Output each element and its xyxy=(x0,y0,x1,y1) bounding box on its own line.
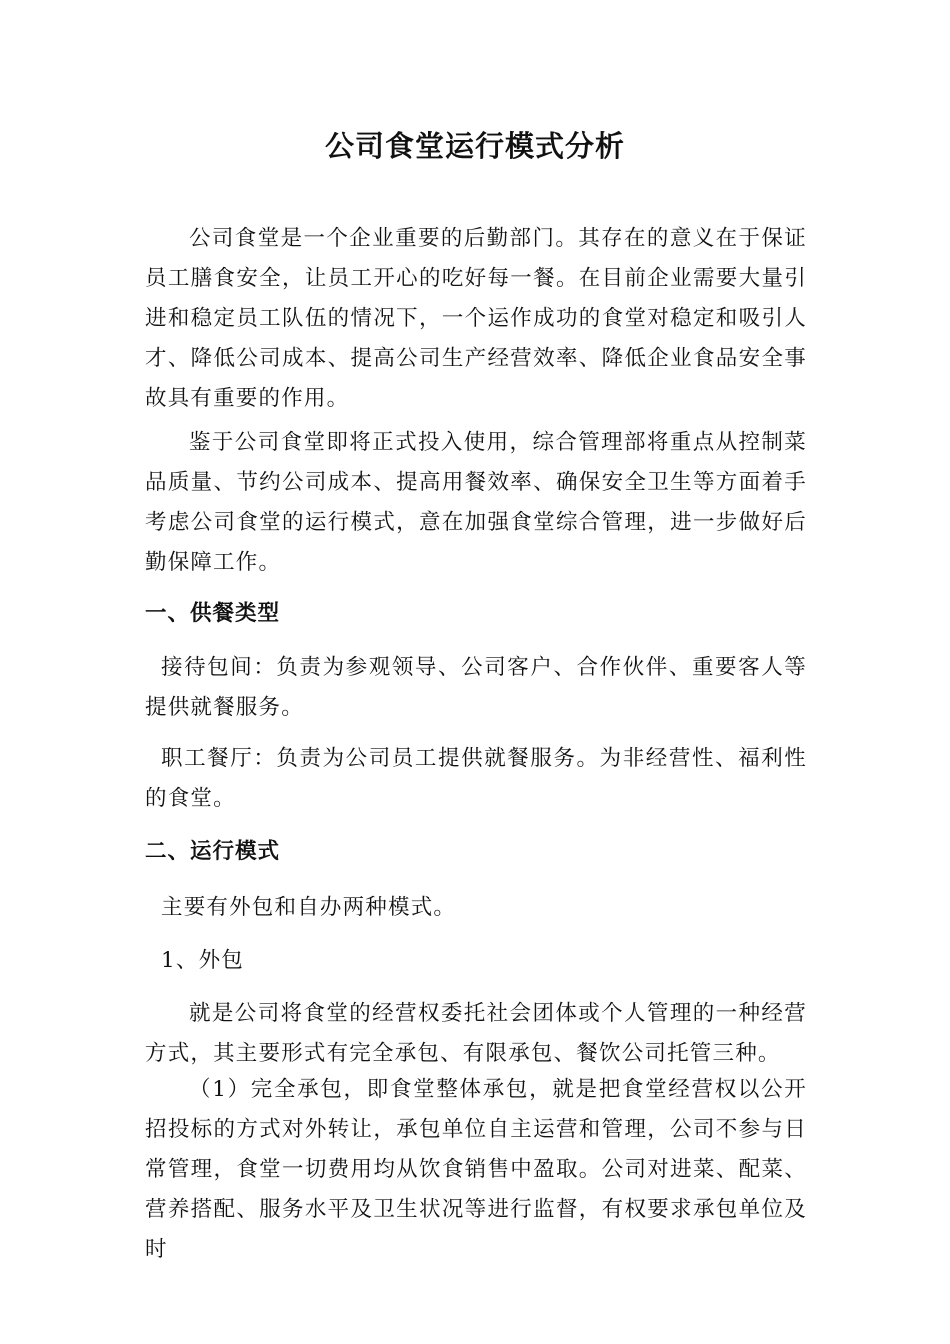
intro-paragraph-1: 公司食堂是一个企业重要的后勤部门。其存在的意义在于保证员工膳食安全，让员工开心的吃好每一餐。在目前企业需要大量引进和稳定员工队伍的情况下，一个运作成功的食堂对稳定和吸引人才、降低公司成本、提高公司生产经营效率、降低企业食品安全事故具有重要的作用。 xyxy=(145,226,807,411)
outsourcing-paragraph-1: 就是公司将食堂的经营权委托社会团体或个人管理的一种经营方式，其主要形式有完全承包、有限承包、餐饮公司托管三种。 xyxy=(145,1001,807,1066)
subsection-heading-outsourcing: 1、外包 xyxy=(161,948,244,973)
outsourcing-paragraph-2: （1）完全承包，即食堂整体承包，就是把食堂经营权以公开招投标的方式对外转让，承包单位自主运营和管理，公司不参与日常管理，食堂一切费用均从饮食销售中盈取。公司对进菜、配菜、营养搭配、服务水平及卫生状况等进行监督，有权要求承包单位及时 xyxy=(145,1077,807,1262)
intro-paragraph-2: 鉴于公司食堂即将正式投入使用，综合管理部将重点从控制菜品质量、节约公司成本、提高用餐效率、确保安全卫生等方面着手考虑公司食堂的运行模式，意在加强食堂综合管理，进一步做好后勤保障工作。 xyxy=(145,430,807,575)
operation-modes-intro: 主要有外包和自办两种模式。 xyxy=(161,895,457,920)
section-heading-operation-modes: 二、运行模式 xyxy=(145,839,281,864)
meal-type-reception-paragraph: 接待包间：负责为参观领导、公司客户、合作伙伴、重要客人等提供就餐服务。 xyxy=(145,655,807,720)
section-heading-meal-types: 一、供餐类型 xyxy=(145,601,281,626)
document-title: 公司食堂运行模式分析 xyxy=(324,129,625,163)
meal-type-staff-paragraph: 职工餐厅：负责为公司员工提供就餐服务。为非经营性、福利性的食堂。 xyxy=(145,746,807,811)
